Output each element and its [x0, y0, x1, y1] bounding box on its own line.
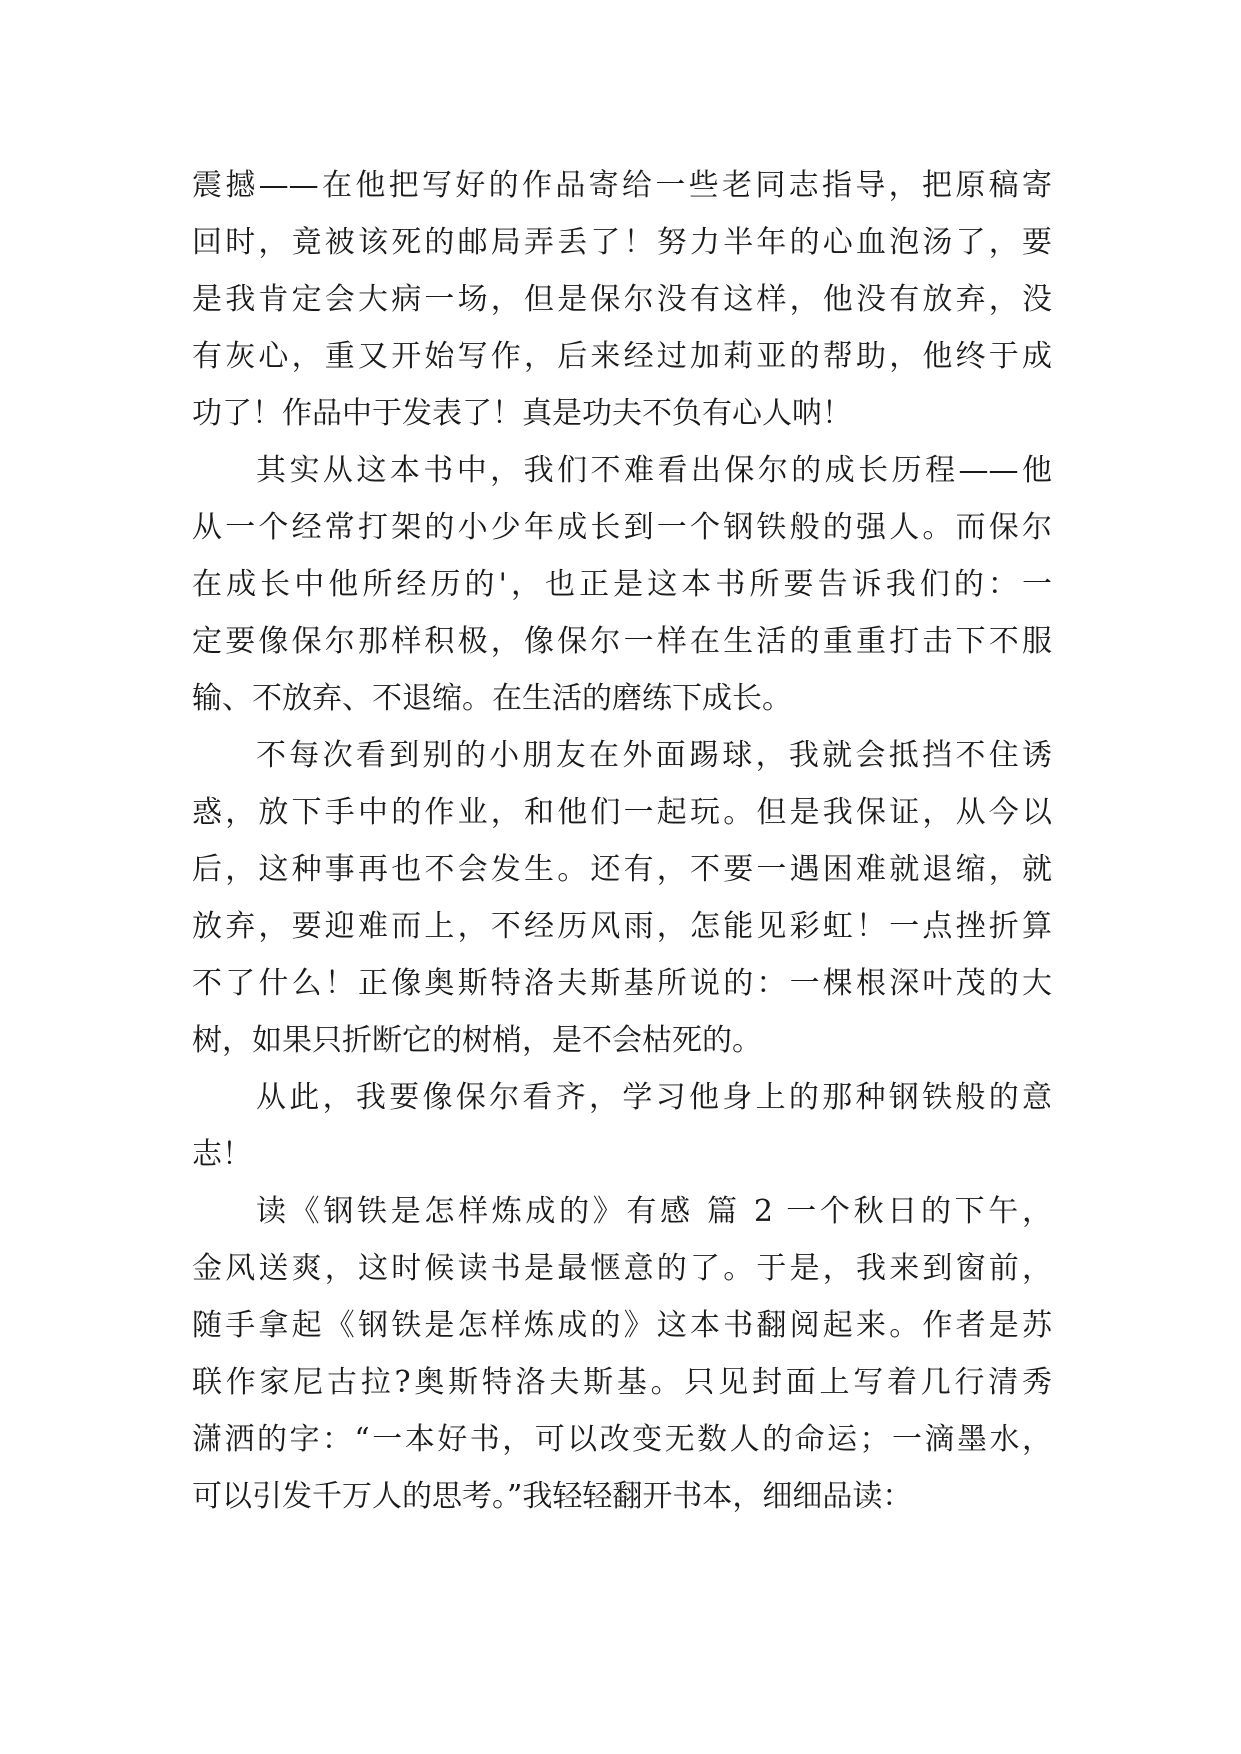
- text-line: 功了！作品中于发表了！真是功夫不负有心人呐！: [192, 396, 852, 431]
- text-line: 读《钢铁是怎样炼成的》有感 篇 2 一个秋日的下午，: [256, 1194, 1052, 1229]
- text-line: 随手拿起《钢铁是怎样炼成的》这本书翻阅起来。作者是苏: [192, 1308, 1052, 1343]
- text-line: 从此，我要像保尔看齐，学习他身上的那种钢铁般的意: [256, 1080, 1052, 1115]
- text-line: 回时，竟被该死的邮局弄丢了！努力半年的心血泡汤了，要: [192, 225, 1052, 260]
- text-line: 可以引发千万人的思考。”我轻轻翻开书本，细细品读：: [192, 1479, 913, 1514]
- text-line: 震撼——在他把写好的作品寄给一些老同志指导，把原稿寄: [192, 168, 1052, 203]
- text-line: 其实从这本书中，我们不难看出保尔的成长历程——他: [256, 453, 1052, 488]
- text-line: 不了什么！正像奥斯特洛夫斯基所说的：一棵根深叶茂的大: [192, 966, 1052, 1001]
- text-line: 树，如果只折断它的树梢，是不会枯死的。: [192, 1023, 762, 1058]
- text-line: 志！: [192, 1137, 252, 1172]
- text-line: 是我肯定会大病一场，但是保尔没有这样，他没有放弃，没: [192, 282, 1052, 317]
- text-line: 金风送爽，这时候读书是最惬意的了。于是，我来到窗前，: [192, 1251, 1052, 1286]
- text-line: 放弃，要迎难而上，不经历风雨，怎能见彩虹！一点挫折算: [192, 909, 1052, 944]
- text-line: 输、不放弃、不退缩。在生活的磨练下成长。: [192, 681, 792, 716]
- text-line: 后，这种事再也不会发生。还有，不要一遇困难就退缩，就: [192, 852, 1052, 887]
- text-line: 惑，放下手中的作业，和他们一起玩。但是我保证，从今以: [192, 795, 1052, 830]
- text-line: 有灰心，重又开始写作，后来经过加莉亚的帮助，他终于成: [192, 339, 1052, 374]
- text-line: 在成长中他所经历的'，也正是这本书所要告诉我们的：一: [192, 567, 1052, 602]
- text-line: 从一个经常打架的小少年成长到一个钢铁般的强人。而保尔: [192, 510, 1052, 545]
- text-line: 定要像保尔那样积极，像保尔一样在生活的重重打击下不服: [192, 624, 1052, 659]
- text-line: 潇洒的字：“一本好书，可以改变无数人的命运；一滴墨水，: [192, 1422, 1052, 1457]
- text-line: 不每次看到别的小朋友在外面踢球，我就会抵挡不住诱: [256, 738, 1052, 773]
- text-line: 联作家尼古拉?奥斯特洛夫斯基。只见封面上写着几行清秀: [192, 1365, 1052, 1400]
- body-text: [192, 157, 1052, 1525]
